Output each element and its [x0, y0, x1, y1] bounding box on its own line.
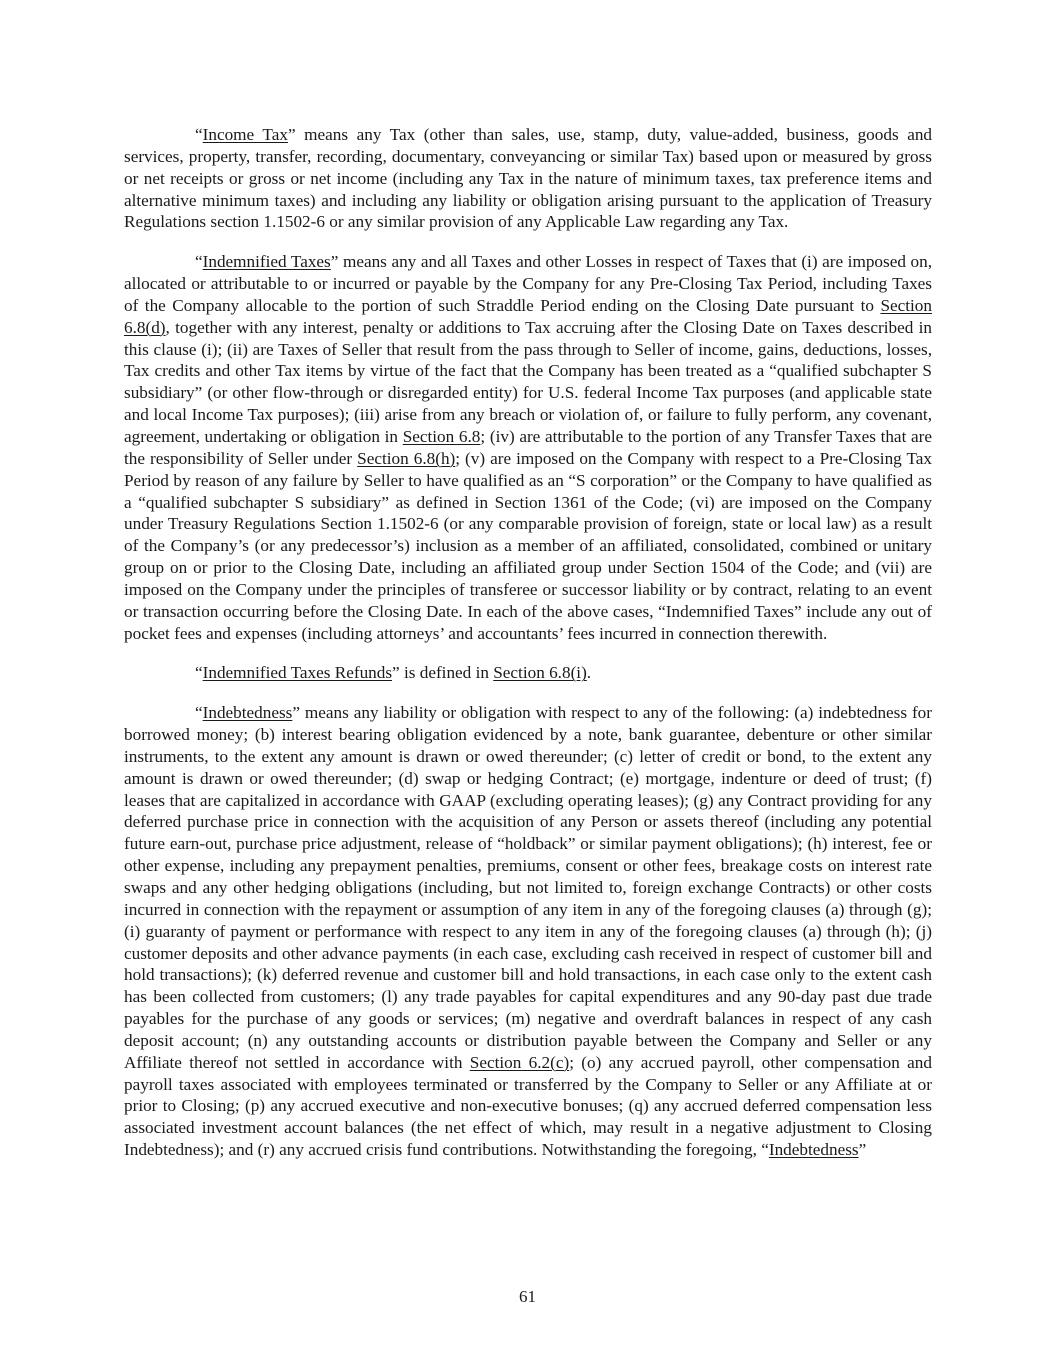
underlined-term: Indemnified Taxes	[202, 252, 331, 272]
text-run: ” means any and all Taxes and other Losses in respect of Taxes that (i) are imposed on, allocated or attributable to or incurred or payable by the Company for any Pre-Closing Tax Period, including Taxes of the Company allocable to the portion of such Straddle Period ending on the Closing Date pursuant to	[124, 252, 932, 315]
underlined-term: Indemnified Taxes Refunds	[202, 663, 393, 683]
definition-indemnified-taxes	[124, 251, 932, 644]
text-run: ”	[858, 1140, 867, 1160]
definition-indebtedness	[124, 702, 932, 1161]
text-run: .	[586, 663, 592, 683]
definition-income-tax	[124, 124, 932, 233]
text-run: , together with any interest, penalty or additions to Tax accruing after the Closing Date on Taxes described in this clause (i); (ii) are Taxes of Seller that result from the pass through to Seller of income, gains, deductions, losses, Tax credits and other Tax items by virtue of the fact that the Company has been treated as a “qualified subchapter S subsidiary” (or other flow-through or disregarded entity) for U.S. federal Income Tax purposes (and applicable state and local Income Tax purposes); (iii) arise from any breach or violation of, or failure to fully perform, any covenant, agreement, undertaking or obligation in	[124, 317, 932, 446]
underlined-term: Section 6.8	[402, 426, 481, 446]
text-run: ” means any Tax (other than sales, use, stamp, duty, value-added, business, goods and services, property, transfer, recording, documentary, conveyancing or similar Tax) based upon or measured by gross or net receipts or gross or net income (including any Tax in the nature of minimum taxes, tax preference items and alternative minimum taxes) and including any liability or obligation arising pursuant to the application of Treasury Regulations section 1.1502-6 or any similar provision of any Applicable Law regarding any Tax.	[124, 125, 933, 232]
text-run: “	[195, 663, 203, 683]
text-run: ; (o) any accrued payroll, other compensation and payroll taxes associated with employees terminated or transferred by the Company to Seller or any Affiliate at or prior to Closing; (p) any accrued executive and non-executive bonuses; (q) any accrued deferred compensation less associated investment account balances (the net effect of which, may result in a negative adjustment to Closing Indebtedness); and (r) any accrued crisis fund contributions. Notwithstanding the foregoing, “	[124, 1052, 932, 1160]
text-run: “	[195, 252, 203, 272]
underlined-term: Section 6.8(i)	[493, 663, 587, 683]
text-run: ” means any liability or obligation with respect to any of the following: (a) indebtedness for borrowed money; (b) interest bearing obligation evidenced by a note, bank guarantee, debenture or other similar instruments, to the extent any amount is drawn or owed thereunder; (c) letter of credit or bond, to the extent any amount is drawn or owed thereunder; (d) swap or hedging Contract; (e) mortgage, indenture or deed of trust; (f) leases that are capitalized in accordance with GAAP (excluding operating leases); (g) any Contract providing for any deferred purchase price in connection with the acquisition of any Person or assets thereof (including any potential future earn-out, purchase price adjustment, release of “holdback” or similar payment obligations); (h) interest, fee or other expense, including any prepayment penalties, premiums, consent or other fees, breakage costs on interest rate swaps and any other hedging obligations (including, but not limited to, foreign exchange Contracts) or other costs incurred in connection with the repayment or assumption of any item in any of the foregoing clauses (a) through (g); (i) guaranty of payment or performance with respect to any item in any of the foregoing clauses (a) through (h); (j) customer deposits and other advance payments (in each case, excluding cash received in respect of customer bill and hold transactions); (k) deferred revenue and customer bill and hold transactions, in each case only to the extent cash has been collected from customers; (l) any trade payables for capital expenditures and any 90-day past due trade payables for the purchase of any goods or services; (m) negative and overdraft balances in respect of any cash deposit account; (n) any outstanding accounts or distribution payable between the Company and Seller or any Affiliate thereof not settled in accordance with	[124, 703, 932, 1072]
underlined-term: Indebtedness	[768, 1140, 859, 1160]
underlined-term: Indebtedness	[202, 703, 293, 723]
text-run: ” is defined in	[392, 663, 494, 683]
underlined-term: Income Tax	[202, 125, 288, 144]
page-number: 61	[519, 1287, 536, 1306]
text-run: “	[195, 125, 203, 144]
underlined-term: Section 6.8(h)	[357, 448, 456, 468]
underlined-term: Section 6.8(d)	[124, 295, 932, 337]
underlined-term: Section 6.2(c)	[469, 1052, 570, 1072]
text-run: ; (iv) are attributable to the portion of any Transfer Taxes that are the responsibility of Seller under	[124, 426, 932, 468]
document-page	[124, 124, 932, 1179]
definition-indemnified-taxes-refunds	[124, 662, 932, 684]
text-run: “	[195, 703, 203, 723]
text-run: ; (v) are imposed on the Company with respect to a Pre-Closing Tax Period by reason of any failure by Seller to have qualified as an “S corporation” or the Company to have qualified as a “qualified subchapter S subsidiary” as defined in Section 1361 of the Code; (vi) are imposed on the Company under Treasury Regulations Section 1.1502-6 (or any comparable provision of foreign, state or local law) as a result of the Company’s (or any predecessor’s) inclusion as a member of an affiliated, consolidated, combined or unitary group on or prior to the Closing Date, including an affiliated group under Section 1504 of the Code; and (vii) are imposed on the Company under the principles of transferee or successor liability or by contract, relating to an event or transaction occurring before the Closing Date. In each of the above cases, “Indemnified Taxes” include any out of pocket fees and expenses (including attorneys’ and accountants’ fees incurred in connection therewith.	[124, 448, 932, 643]
